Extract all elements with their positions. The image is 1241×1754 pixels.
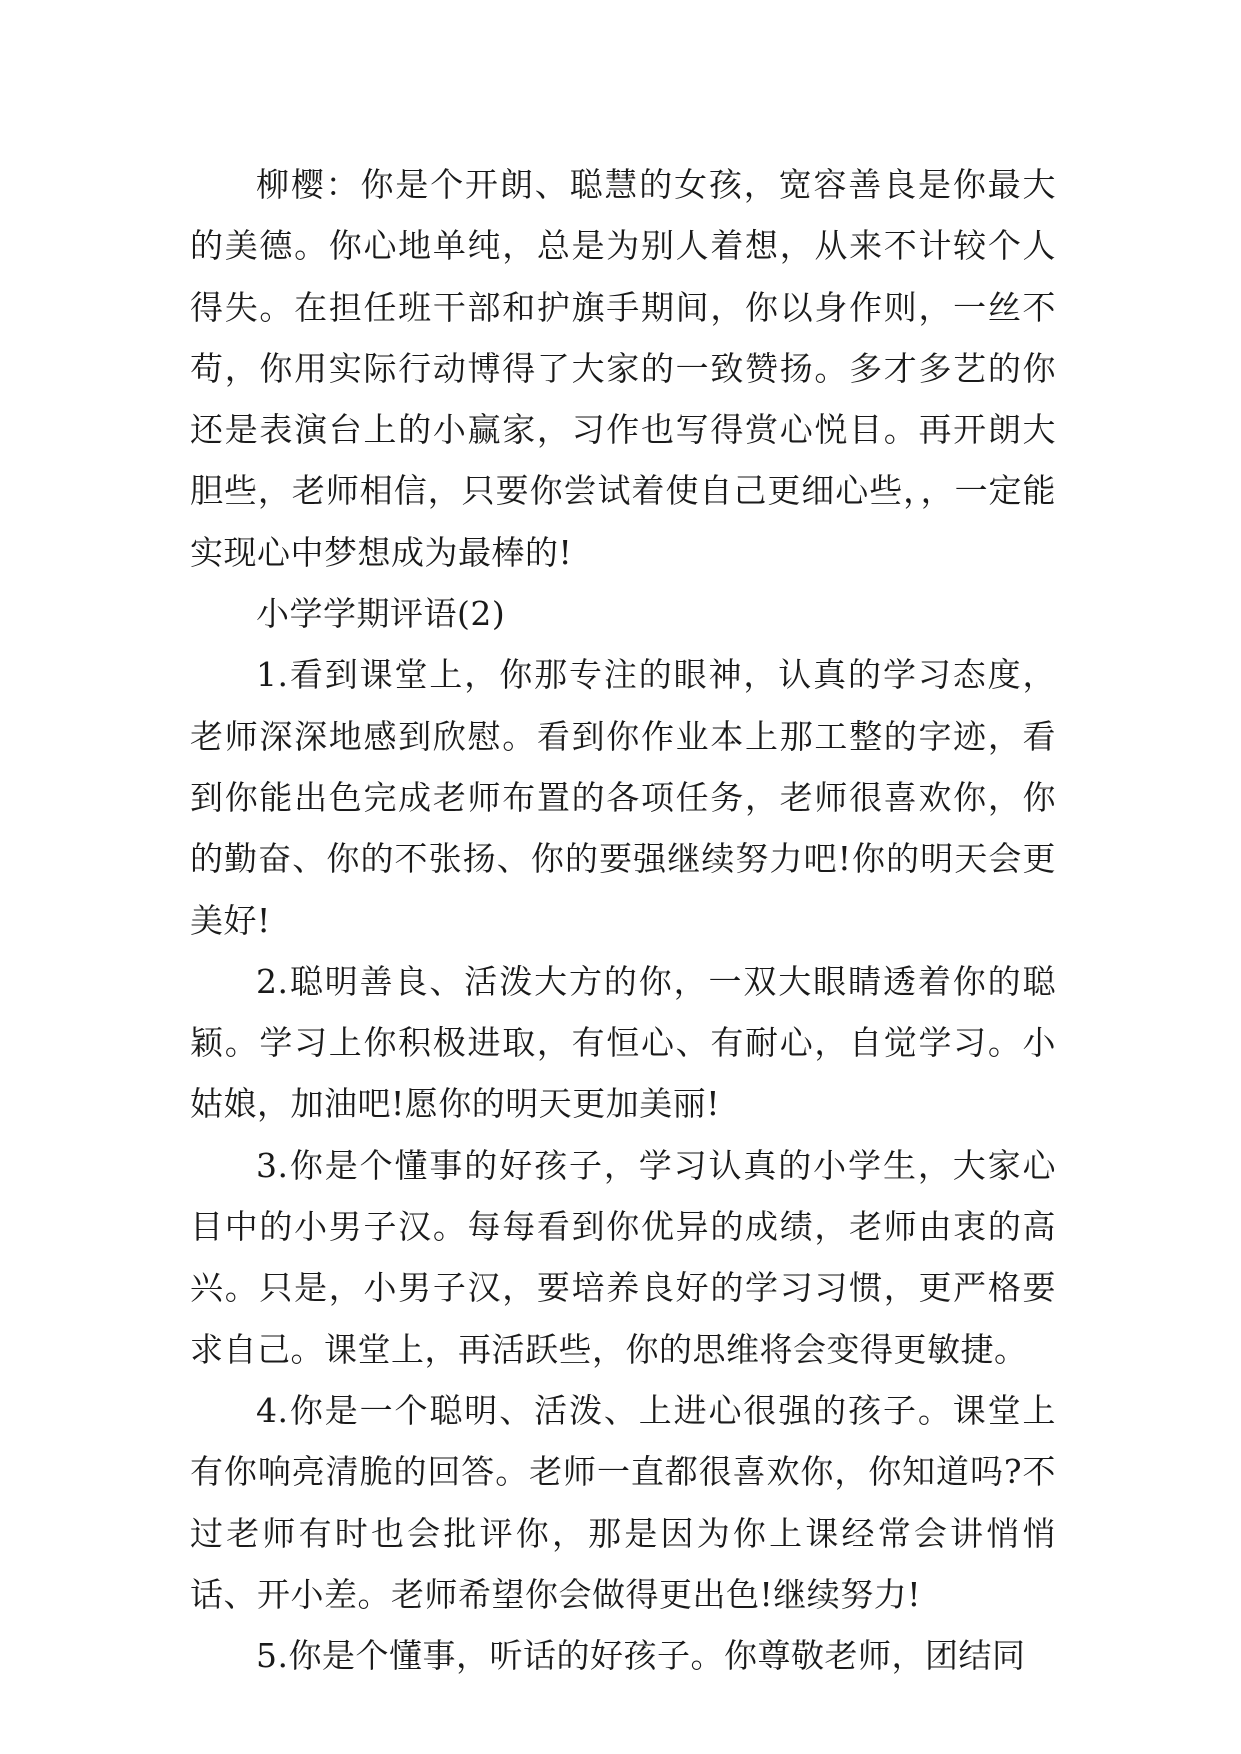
- document-body: [190, 154, 1056, 1686]
- section-heading: 小学学期评语(2): [256, 594, 506, 634]
- paragraph-comment-3: 3.你是个懂事的好孩子，学习认真的小学生，大家心目中的小男子汉。每每看到你优异的成绩，老师由衷的高兴。只是，小男子汉，要培养良好的学习习惯，更严格要求自己。课堂上，再活跃些，你的思维将会变得更敏捷。: [190, 1145, 1056, 1369]
- paragraph-comment-1: 1.看到课堂上，你那专注的眼神，认真的学习态度，老师深深地感到欣慰。看到你作业本上那工整的字迹，看到你能出色完成老师布置的各项任务，老师很喜欢你，你的勤奋、你的不张扬、你的要强继续努力吧!你的明天会更美好!: [190, 655, 1056, 940]
- paragraph-comment-4: 4.你是一个聪明、活泼、上进心很强的孩子。课堂上有你响亮清脆的回答。老师一直都很喜欢你，你知道吗?不过老师有时也会批评你，那是因为你上课经常会讲悄悄话、开小差。老师希望你会做得更出色!继续努力!: [190, 1390, 1056, 1614]
- paragraph-comment-liuying: 柳樱：你是个开朗、聪慧的女孩，宽容善良是你最大的美德。你心地单纯，总是为别人着想，从来不计较个人得失。在担任班干部和护旗手期间，你以身作则，一丝不苟，你用实际行动博得了大家的一致赞扬。多才多艺的你还是表演台上的小赢家，习作也写得赏心悦目。再开朗大胆些，老师相信，只要你尝试着使自己更细心些，，一定能实现心中梦想成为最棒的!: [190, 165, 1056, 572]
- paragraph-comment-5: 5.你是个懂事，听话的好孩子。你尊敬老师，团结同: [256, 1636, 1026, 1676]
- paragraph-comment-2: 2.聪明善良、活泼大方的你，一双大眼睛透着你的聪颖。学习上你积极进取，有恒心、有耐心，自觉学习。小姑娘，加油吧!愿你的明天更加美丽!: [190, 961, 1056, 1124]
